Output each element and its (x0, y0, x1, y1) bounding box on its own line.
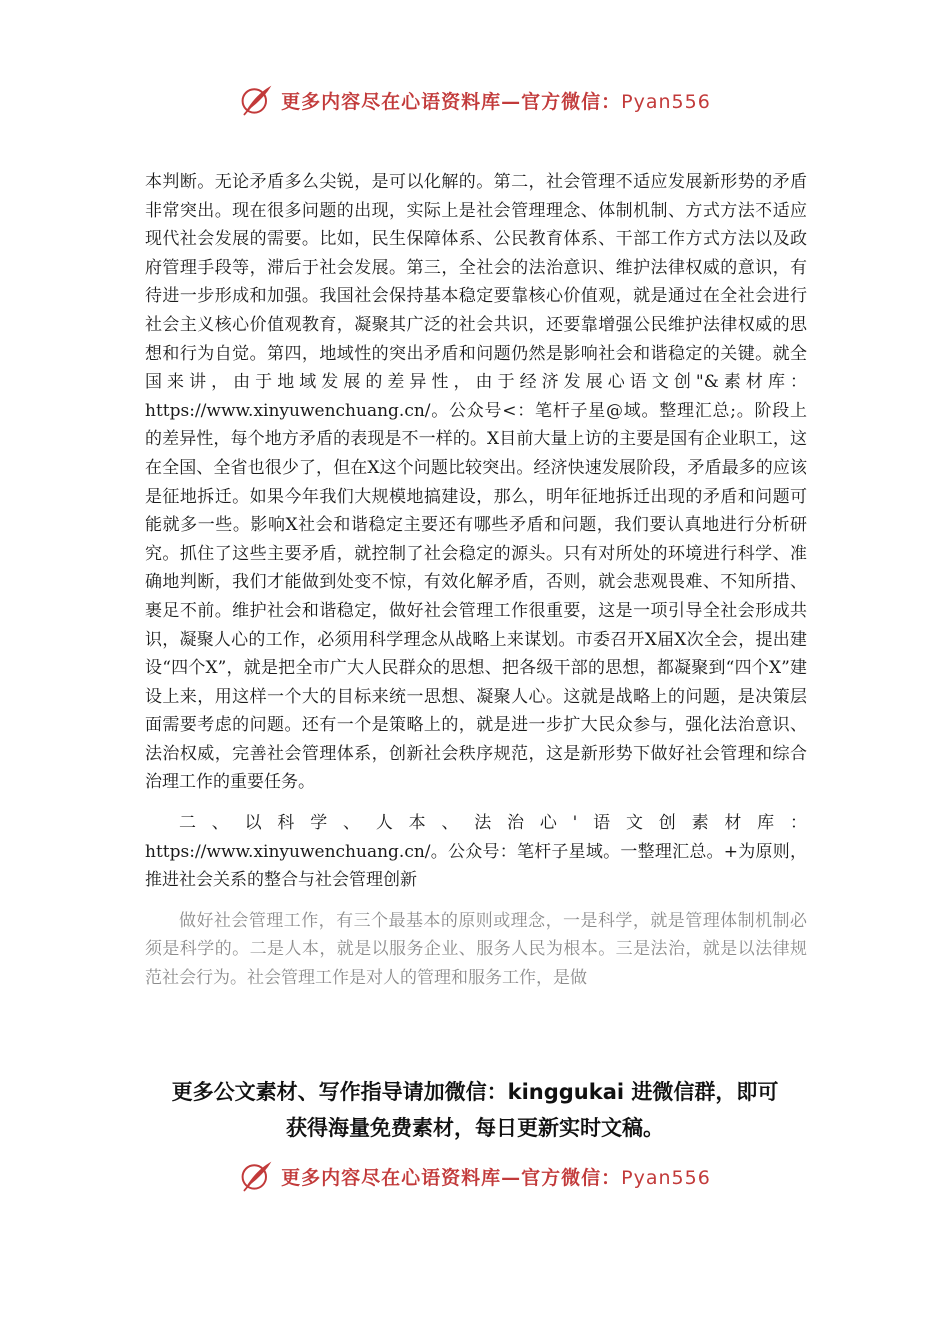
footer-banner (0, 1158, 950, 1194)
promo-line-1: 更多公文素材、写作指导请加微信：kinggukai 进微信群，即可 (171, 1080, 779, 1104)
header-banner-label: 更多内容尽在心语资料库—官方微信： (281, 90, 622, 113)
section-heading: 二、以科学、人本、法治心'语文创素材库：https://www.xinyuwenchuang.cn/。公众号：笔杆子星域。一整理汇总。+为原则，推进社会关系的整合与社会管理创新 (145, 813, 807, 891)
header-banner (0, 82, 950, 118)
header-banner-text (281, 87, 711, 114)
quill-logo-icon (239, 82, 275, 118)
paragraph-main: 本判断。无论矛盾多么尖锐，是可以化解的。第二，社会管理不适应发展新形势的矛盾非常突出。现在很多问题的出现，实际上是社会管理理念、体制机制、方式方法不适应现代社会发展的需要。比如，民生保障体系、公民教育体系、干部工作方式方法以及政府管理手段等，滞后于社会发展。第三，全社会的法治意识、维护法律权威的意识，有待进一步形成和加强。我国社会保持基本稳定要靠核心价值观，就是通过在全社会进行社会主义核心价值观教育，凝聚其广泛的社会共识，还要靠增强公民维护法律权威的思想和行为自觉。第四，地域性的突出矛盾和问题仍然是影响社会和谐稳定的关键。就全国来讲，由于地域发展的差异性，由于经济发展心语文创"&素材库：https://www.xinyuwenchuang.cn/。公众号<：笔杆子星@域。整理汇总;。阶段上的差异性，每个地方矛盾的表现是不一样的。X目前大量上访的主要是国有企业职工，这在全国、全省也很少了，但在X这个问题比较突出。经济快速发展阶段，矛盾最多的应该是征地拆迁。如果今年我们大规模地搞建设，那么，明年征地拆迁出现的矛盾和问题可能就多一些。影响X社会和谐稳定主要还有哪些矛盾和问题，我们要认真地进行分析研究。抓住了这些主要矛盾，就控制了社会稳定的源头。只有对所处的环境进行科学、准确地判断，我们才能做到处变不惊，有效化解矛盾，否则，就会悲观畏难、不知所措、裹足不前。维护社会和谐稳定，做好社会管理工作很重要，这是一项引导全社会形成共识，凝聚人心的工作，必须用科学理念从战略上来谋划。市委召开X届X次全会，提出建设“四个X”，就是把全市广大人民群众的思想、把各级干部的思想，都凝聚到“四个X”建设上来，用这样一个大的目标来统一思想、凝聚人心。这就是战略上的问题，是决策层面需要考虑的问题。还有一个是策略上的，就是进一步扩大民众参与，强化法治意识、法治权威，完善社会管理体系，创新社会秩序规范，这是新形势下做好社会管理和综合治理工作的重要任务。 (145, 172, 807, 793)
header-banner-handle: Pyan556 (621, 90, 711, 113)
footer-banner-text (281, 1163, 711, 1190)
footer-banner-handle: Pyan556 (621, 1166, 711, 1189)
quill-logo-icon (239, 1158, 275, 1194)
promo-notice (0, 1074, 950, 1146)
footer-banner-label: 更多内容尽在心语资料库—官方微信： (281, 1166, 622, 1189)
paragraph-faded: 做好社会管理工作，有三个最基本的原则或理念，一是科学，就是管理体制机制必须是科学的。二是人本，就是以服务企业、服务人民为根本。三是法治，就是以法律规范社会行为。社会管理工作是对人的管理和服务工作，是做 (145, 910, 807, 989)
document-body (145, 168, 807, 993)
promo-line-2: 获得海量免费素材，每日更新实时文稿。 (286, 1116, 664, 1140)
